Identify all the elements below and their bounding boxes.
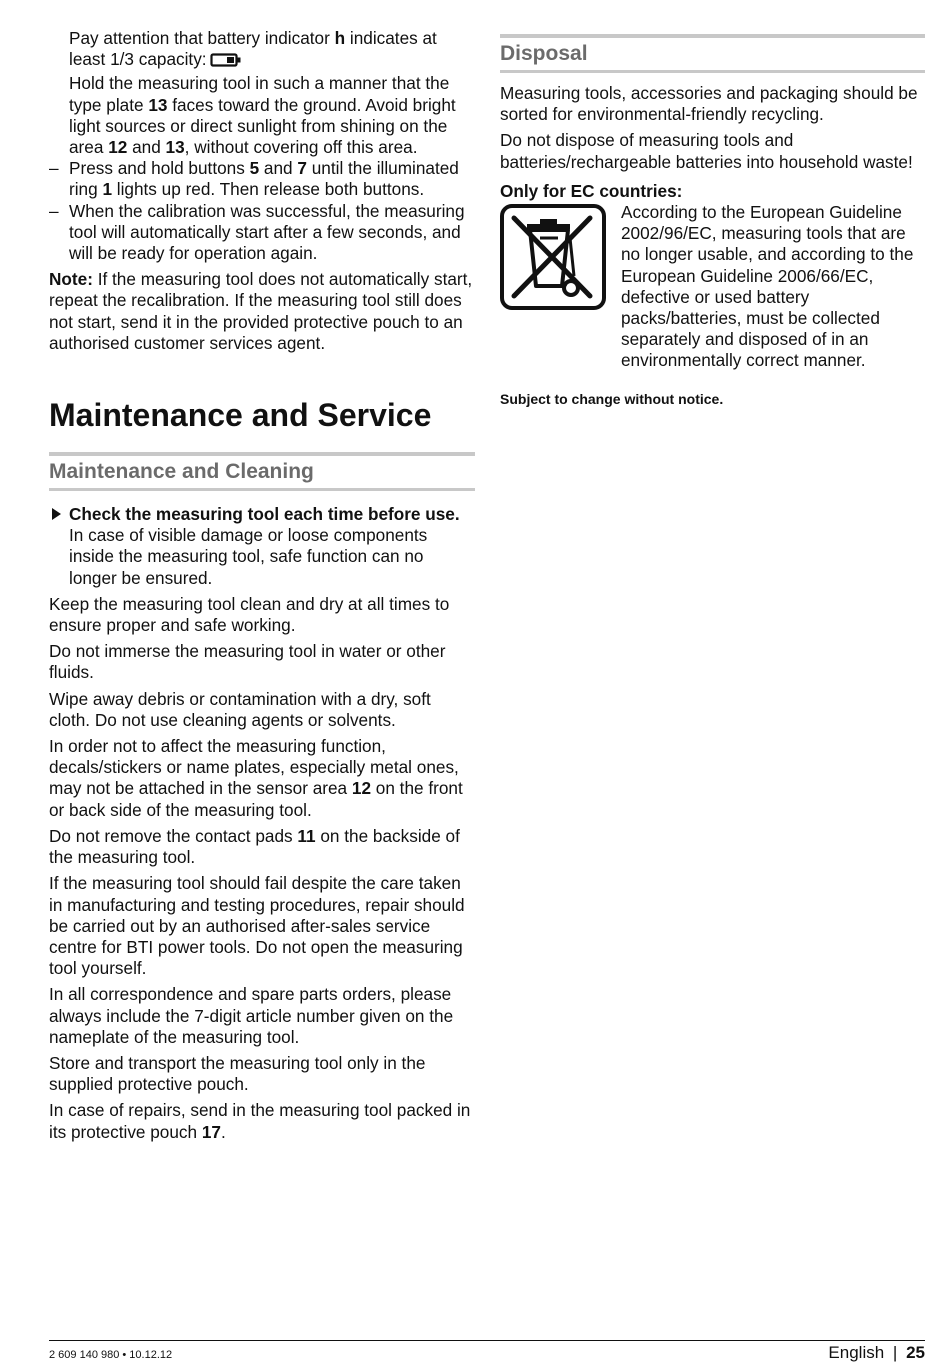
right-column: [500, 34, 925, 407]
subject-to-change-note: Subject to change without notice.: [500, 390, 724, 407]
contact-pads-paragraph: Do not remove the contact pads 11 on the backside of the measuring tool.: [49, 825, 460, 868]
clean-dry-paragraph: Keep the measuring tool clean and dry at all times to ensure proper and safe working.: [49, 593, 450, 636]
article-number-paragraph: In all correspondence and spare parts orders, please always include the 7-digit article number given on the nameplate of the measuring tool.: [49, 984, 454, 1047]
battery-indicator-paragraph: Pay attention that battery indicator h indicates at least 1/3 capacity:: [49, 28, 475, 73]
dash-item-calibration-success: – When the calibration was successful, the measuring tool will automatically start after a few seconds, and will be ready for operation again.: [49, 200, 465, 264]
weee-guideline-paragraph: According to the European Guideline 2002/96/EC, measuring tools that are no longer usable, and according to the European Guideline 2006/66/EC, defective or used battery packs/batteries, must be collected separately and disposed of in an environmentally correct manner.: [621, 202, 914, 371]
dash-item-press-buttons: – Press and hold buttons 5 and 7 until the illuminated ring 1 lights up red. Then release both buttons.: [49, 158, 459, 200]
footer-rule: [49, 1340, 925, 1341]
weee-block: [500, 202, 925, 372]
page-number: 25: [906, 1343, 925, 1362]
footer-doc-number: 2 609 140 980 • 10.12.12: [49, 1349, 173, 1361]
section-heading-maintenance-cleaning: Maintenance and Cleaning: [49, 452, 475, 491]
check-tool-bullet: Check the measuring tool each time before use. In case of visible damage or loose components inside the measuring tool, safe function can no longer be ensured.: [49, 504, 475, 589]
chapter-title: Maintenance and Service: [49, 397, 432, 434]
immerse-paragraph: Do not immerse the measuring tool in water or other fluids.: [49, 641, 446, 683]
footer-separator: |: [892, 1343, 898, 1362]
footer-page-label: [828, 1343, 925, 1363]
footer-language: English: [828, 1343, 885, 1362]
repair-service-paragraph: If the measuring tool should fail despite the care taken in manufacturing and testing procedures, repair should be carried out by an authorised after-sales service centre for BTI power tools. Do not open the measuring tool yourself.: [49, 873, 465, 979]
send-repair-paragraph: In case of repairs, send in the measuring tool packed in its protective pouch 17.: [49, 1100, 471, 1142]
wipe-paragraph: Wipe away debris or contamination with a dry, soft cloth. Do not use cleaning agents or solvents.: [49, 688, 431, 730]
recycling-paragraph: Measuring tools, accessories and packaging should be sorted for environmental-friendly recycling.: [500, 83, 918, 125]
battery-low-icon: [210, 52, 242, 73]
crossed-out-wheelie-bin-icon: [500, 204, 606, 310]
ec-countries-label: Only for EC countries:: [500, 180, 683, 201]
left-column: [49, 28, 475, 1148]
note-paragraph: Note: If the measuring tool does not automatically start, repeat the recalibration. If the measuring tool still does not start, send it in the provided protective pouch to an authorised customer services agent.: [49, 269, 473, 353]
triangle-right-icon: [52, 508, 61, 520]
store-transport-paragraph: Store and transport the measuring tool only in the supplied protective pouch.: [49, 1052, 426, 1095]
household-waste-paragraph: Do not dispose of measuring tools and batteries/rechargeable batteries into household waste!: [500, 130, 913, 172]
section-heading-disposal: Disposal: [500, 34, 925, 73]
decals-paragraph: In order not to affect the measuring function, decals/stickers or name plates, especially metal ones, may not be attached in the sensor area 12 on the front or back side of the measuring tool.: [49, 736, 463, 820]
hold-tool-paragraph: Hold the measuring tool in such a manner that the type plate 13 faces toward the ground. Avoid bright light sources or direct sunlight from shining on the area 12 and 13, without covering off this area.: [69, 73, 456, 158]
